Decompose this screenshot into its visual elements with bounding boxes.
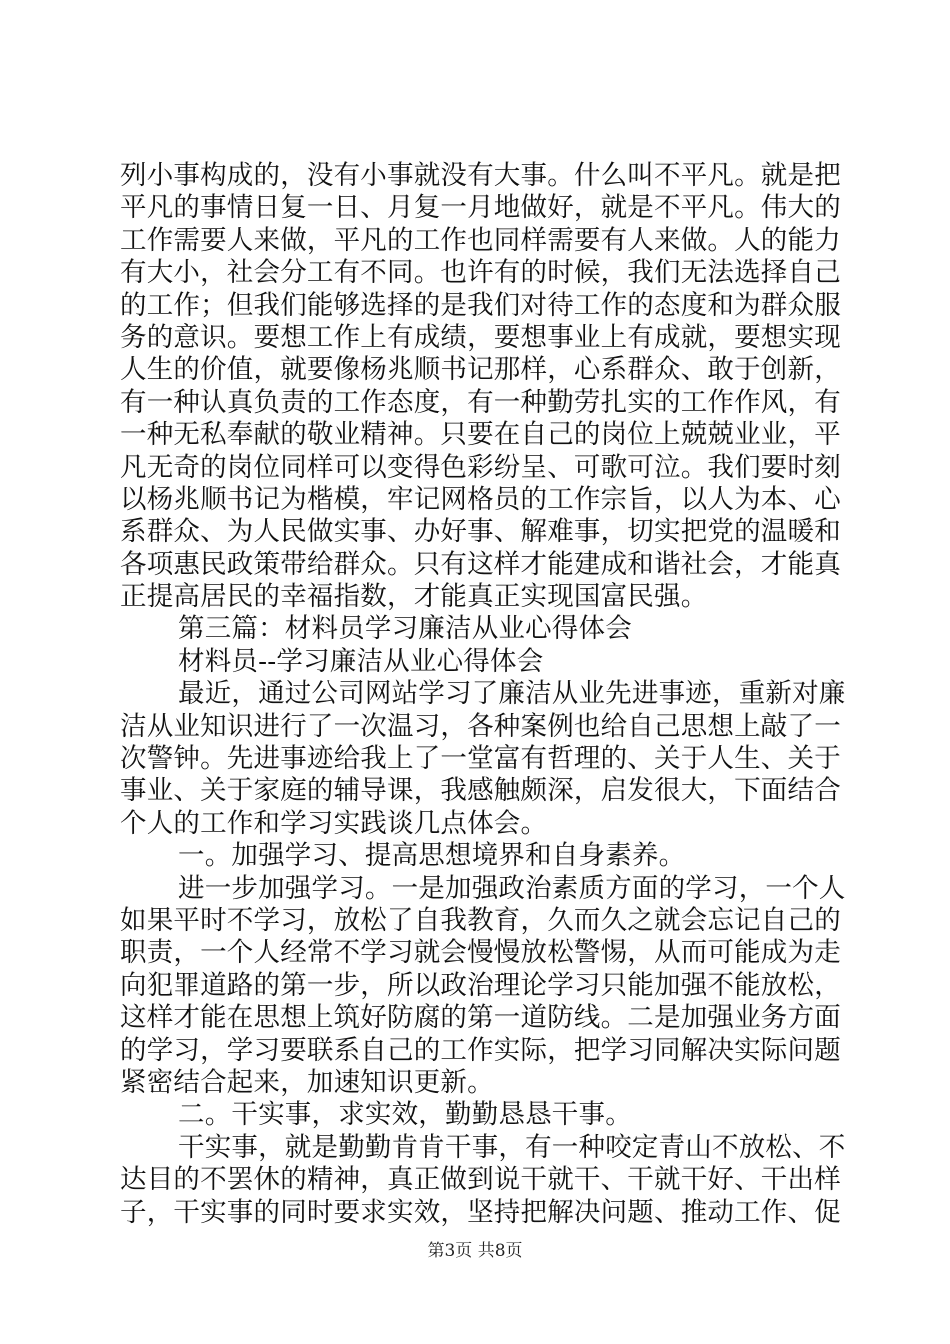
text-line: 洁从业知识进行了一次温习，各种案例也给自己思想上敲了一 xyxy=(120,710,841,742)
text-line: 各项惠民政策带给群众。只有这样才能建成和谐社会，才能真 xyxy=(120,548,841,580)
text-line: 最近，通过公司网站学习了廉洁从业先进事迹，重新对廉 xyxy=(178,678,846,710)
text-line: 以杨兆顺书记为楷模，牢记网格员的工作宗旨，以人为本、心 xyxy=(120,483,841,515)
text-line: 一种无私奉献的敬业精神。只要在自己的岗位上兢兢业业，平 xyxy=(120,419,841,451)
heading-point-1: 一。加强学习、提高思想境界和自身素养。 xyxy=(178,840,686,872)
text-line: 子，干实事的同时要求实效，坚持把解决问题、推动工作、促 xyxy=(120,1196,841,1228)
text-line: 的工作；但我们能够选择的是我们对待工作的态度和为群众服 xyxy=(120,289,841,321)
text-line: 紧密结合起来，加速知识更新。 xyxy=(120,1066,494,1098)
text-line: 个人的工作和学习实践谈几点体会。 xyxy=(120,807,548,839)
text-line: 凡无奇的岗位同样可以变得色彩纷呈、可歌可泣。我们要时刻 xyxy=(120,451,841,483)
text-line: 干实事，就是勤勤肯肯干事，有一种咬定青山不放松、不 xyxy=(178,1131,846,1163)
text-line: 次警钟。先进事迹给我上了一堂富有哲理的、关于人生、关于 xyxy=(120,743,841,775)
text-line: 向犯罪道路的第一步，所以政治理论学习只能加强不能放松， xyxy=(120,969,841,1001)
text-line: 正提高居民的幸福指数，才能真正实现国富民强。 xyxy=(120,581,708,613)
page-number-footer: 第3页 共8页 xyxy=(427,1241,523,1261)
text-line: 有一种认真负责的工作态度，有一种勤劳扎实的工作作风，有 xyxy=(120,386,841,418)
text-line: 职责，一个人经常不学习就会慢慢放松警惕，从而可能成为走 xyxy=(120,937,841,969)
text-line: 达目的不罢休的精神，真正做到说干就干、干就干好、干出样 xyxy=(120,1164,841,1196)
text-line: 有大小，社会分工有不同。也许有的时候，我们无法选择自己 xyxy=(120,257,841,289)
text-line: 进一步加强学习。一是加强政治素质方面的学习，一个人 xyxy=(178,872,846,904)
text-line: 人生的价值，就要像杨兆顺书记那样，心系群众、敢于创新， xyxy=(120,354,841,386)
text-line: 务的意识。要想工作上有成绩，要想事业上有成就，要想实现 xyxy=(120,321,841,353)
section-subtitle: 材料员--学习廉洁从业心得体会 xyxy=(178,645,544,677)
text-line: 系群众、为人民做实事、办好事、解难事，切实把党的温暖和 xyxy=(120,516,841,548)
text-line: 如果平时不学习，放松了自我教育，久而久之就会忘记自己的 xyxy=(120,904,841,936)
text-line: 这样才能在思想上筑好防腐的第一道防线。二是加强业务方面 xyxy=(120,1002,841,1034)
text-line: 工作需要人来做，平凡的工作也同样需要有人来做。人的能力 xyxy=(120,224,841,256)
heading-point-2: 二。干实事，求实效，勤勤恳恳干事。 xyxy=(178,1099,632,1131)
text-line: 事业、关于家庭的辅导课，我感触颇深，启发很大，下面结合 xyxy=(120,775,841,807)
text-line: 列小事构成的，没有小事就没有大事。什么叫不平凡。就是把 xyxy=(120,160,841,191)
section-title: 第三篇：材料员学习廉洁从业心得体会 xyxy=(178,613,632,645)
text-line: 的学习，学习要联系自己的工作实际，把学习同解决实际问题 xyxy=(120,1034,841,1066)
text-line: 平凡的事情日复一日、月复一月地做好，就是不平凡。伟大的 xyxy=(120,192,841,224)
body-text xyxy=(120,160,846,1229)
